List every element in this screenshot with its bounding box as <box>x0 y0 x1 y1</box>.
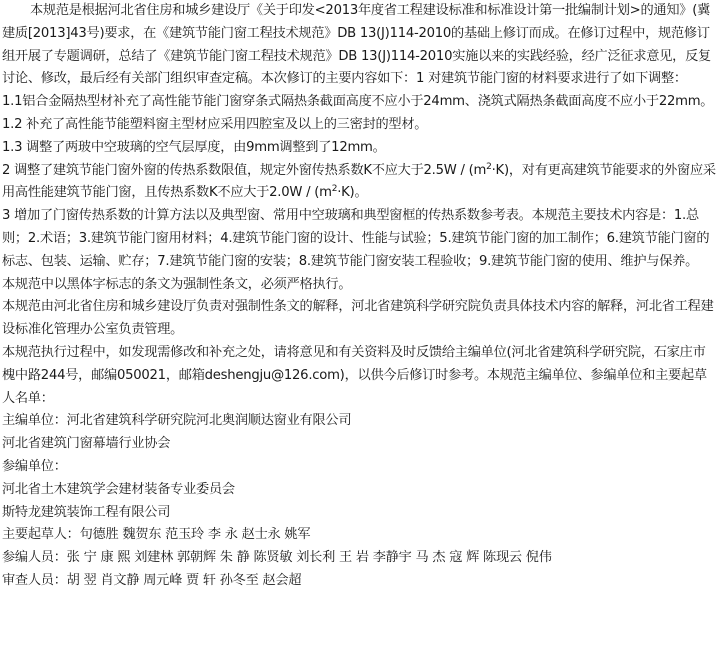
item-2-part1: 2 调整了建筑节能门窗外窗的传热系数限值，规定外窗传热系数K不应大于2.5W / (m <box>2 162 487 178</box>
item-2 <box>2 160 716 206</box>
main-drafters: 主要起草人：句德胜 魏贺东 范玉玲 李 永 赵士永 姚军 <box>2 527 311 543</box>
reviewers: 审查人员：胡 翌 肖文静 周元峰 贾 轩 孙冬至 赵会超 <box>2 572 302 588</box>
feedback-note: 本规范执行过程中，如发现需修改和补充之处，请将意见和有关资料及时反馈给主编单位(河北省建筑科学研究院，石家庄市槐中路244号，邮编050021，邮箱deshengju@126.com)，以供今后修订时参考。本规范主编单位、参编单位和主要起草人名单： <box>2 344 707 406</box>
item-2-part3: ·K)。 <box>337 185 368 201</box>
item-2-part2: ·K)，对有更高建筑节能要求的外窗应采用高性能建筑节能门窗，且传热系数K不应大于2.0W / (m <box>2 162 716 201</box>
participating-unit-2: 斯特龙建筑装饰工程有限公司 <box>2 504 171 520</box>
item-1-2: 1.2 补充了高性能节能塑料窗主型材应采用四腔室及以上的三密封的型材。 <box>2 116 428 132</box>
participating-unit-1: 河北省土木建筑学会建材装备专业委员会 <box>2 481 235 497</box>
item-1-3: 1.3 调整了两玻中空玻璃的空气层厚度，由9mm调整到了12mm。 <box>2 139 386 155</box>
item-2-sup1: 2 <box>486 161 492 172</box>
chief-units: 主编单位：河北省建筑科学研究院河北奥润顺达窗业有限公司 <box>2 413 352 429</box>
item-3: 3 增加了门窗传热系数的计算方法以及典型窗、常用中空玻璃和典型窗框的传热系数参考表。本规范主要技术内容是：1.总则；2.术语；3.建筑节能门窗用材料；4.建筑节能门窗的设计、性能与试验；5.建筑节能门窗的加工制作；6.建筑节能门窗的标志、包装、运输、贮存；7.建筑节能门窗的安装；8.建筑节能门窗安装工程验收；9.建筑节能门窗的使用、维护与保养。 <box>2 208 710 269</box>
participating-label: 参编单位： <box>2 458 67 474</box>
responsibility-note: 本规范由河北省住房和城乡建设厅负责对强制性条文的解释，河北省建筑科学研究院负责具体技术内容的解释，河北省工程建设标准化管理办公室负责管理。 <box>2 299 714 338</box>
item-1-1: 1.1铝合金隔热型材补充了高性能节能门窗穿条式隔热条截面高度不应小于24mm、浇筑式隔热条截面高度不应小于22mm。 <box>2 94 714 110</box>
intro-paragraph: 本规范是根据河北省住房和城乡建设厅《关于印发<2013年度省工程建设标准和标准设计第一批编制计划>的通知》(冀建质[2013]43号)要求，在《建筑节能门窗工程技术规范》DB 13(J)114-2010的基础上修订而成。在修订过程中，规范修订组开展了专题调研，总结了《建筑节能门窗工程技术规范》DB 13(J)114-2010实施以来的实践经验，经广泛征求意见，反复讨论、修改，最后经有关部门组织审查定稿。本次修订的主要内容如下：1 对建筑节能门窗的材料要求进行了如下调整： <box>2 3 711 87</box>
item-2-sup2: 2 <box>331 184 338 195</box>
mandatory-note: 本规范中以黑体字标志的条文为强制性条文，必须严格执行。 <box>2 276 352 292</box>
chief-units-2: 河北省建筑门窗幕墙行业协会 <box>2 436 171 452</box>
participating-members: 参编人员：张 宁 康 熙 刘建林 郭朝辉 朱 静 陈贤敏 刘长利 王 岩 李静宇 马 杰 寇 辉 陈现云 倪伟 <box>2 550 552 566</box>
